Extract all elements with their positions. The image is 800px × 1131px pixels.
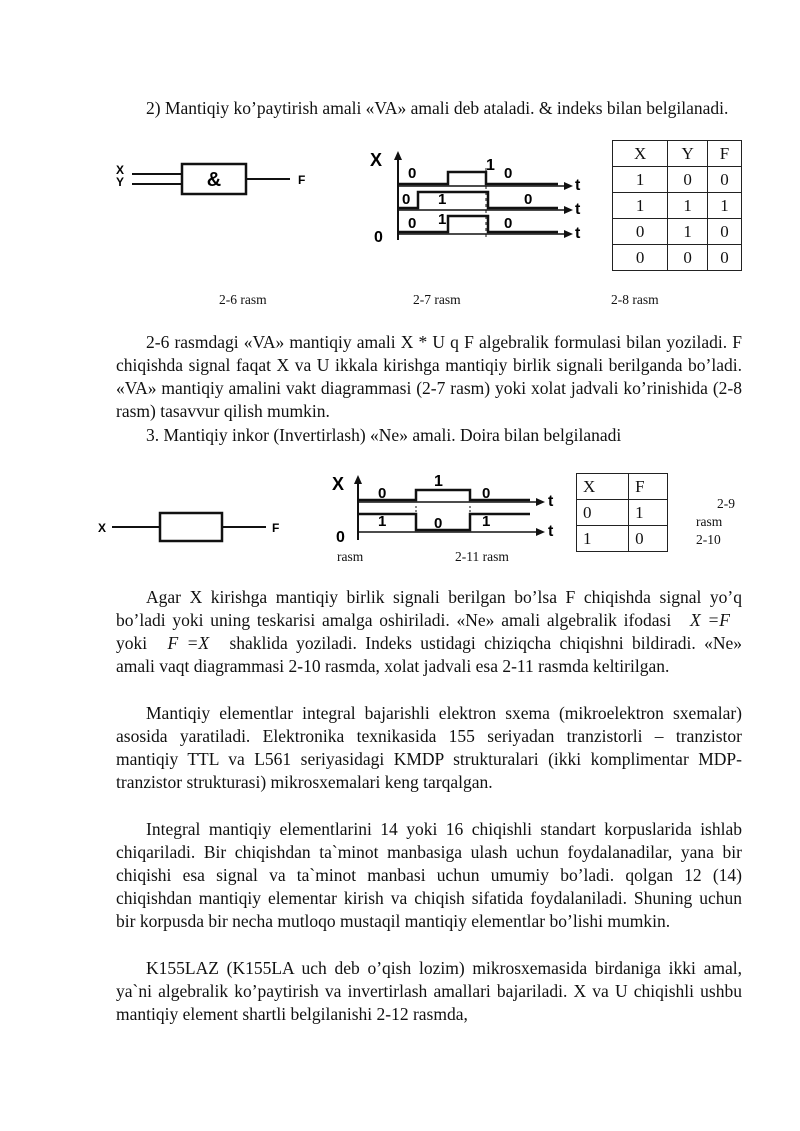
- table-header-x: X: [613, 141, 668, 167]
- fig29-output-label: F: [272, 521, 280, 535]
- figure-2-10-timing-diagram: [330, 470, 562, 546]
- fig27-row1-level-c: 0: [504, 165, 513, 182]
- table-cell: 1: [613, 193, 668, 219]
- fig26-input-y-label: Y: [116, 175, 125, 189]
- table-cell: 1: [629, 500, 668, 526]
- fig210-row2-level-b: 0: [434, 515, 443, 532]
- caption-2-8: 2-8 rasm: [611, 292, 659, 307]
- fig27-axis-label: X: [370, 150, 383, 170]
- figure-2-6-and-gate: [112, 158, 322, 208]
- table-cell: 0: [613, 219, 668, 245]
- table-cell: 0: [708, 167, 742, 193]
- figure-2-9-not-gate: [96, 510, 306, 544]
- paragraph-and-description: 2-6 rasmdagi «VA» mantiqiy amali X * U q F algebralik formulasi bilan yoziladi. F chiqishda signal faqat X va U ikkala kirishga mantiqiy birlik signali berilganda bo’ladi. «VA» mantiqiy amalini vakt diagrammasi (2-7 rasm) yoki xolat jadvali ko’rinishida (2-8 rasm) tasavvur qilish mumkin.: [116, 332, 742, 421]
- fig26-output-label: F: [298, 173, 306, 187]
- caption-2-7: 2-7 rasm: [413, 292, 461, 307]
- fig210-row2-t: t: [548, 523, 554, 540]
- table-header-f: F: [629, 474, 668, 500]
- fig210-axis-label: X: [332, 474, 345, 494]
- paragraph-standard-packages: Integral mantiqiy elementlarini 14 yoki 16 chiqishli standart korpuslarida ishlab chiqariladi. Bir chiqishdan ta`minot manbasiga ulash uchun foydalanadilar, yana bir chiqishi esa signal va ta`minot manbasi uchun umumiy bo’ladi. qolgan 12 (14) chiqishdan mantiqiy elementar kirish va chiqish sifatida foydalaniladi. Shuning uchun bir korpusda bir necha mutloqo mustaqil mantiqiy elementlar bo’lishi mumkin.: [116, 819, 742, 931]
- fig27-origin-label: 0: [374, 229, 383, 246]
- table-row: [613, 219, 742, 245]
- fig27-row2-arrow: [564, 206, 573, 214]
- fig27-row2-level-b: 1: [438, 191, 447, 208]
- table-cell: 0: [629, 526, 668, 552]
- table-row: [613, 245, 742, 271]
- paragraph-integral-circuits: Mantiqiy elementlar integral bajarishli elektron sxema (mikroelektron sxemalar) asosida yaratiladi. Elektronika texnikasida 155 seriyadan tranzistorli – tranzistor mantiqiy TTL va L561 seriyasidagi KMDP strukturalari (ikki komplimentar MDP-tranzistor strukturasi) mikrosxemalari keng tarqalgan.: [116, 703, 742, 792]
- table-cell: 1: [613, 167, 668, 193]
- fig27-row1-arrow: [564, 182, 573, 190]
- fig27-row3-level-a: 0: [408, 215, 417, 232]
- table-header-y: Y: [668, 141, 708, 167]
- fig27-row1-level-b: 1: [486, 157, 495, 174]
- truth-table-header: [577, 474, 668, 500]
- fig29-input-label: X: [98, 521, 107, 535]
- fig27-row2-level-a: 0: [402, 191, 411, 208]
- fig27-vertical-arrow: [394, 151, 402, 160]
- fig26-gate-symbol: &: [206, 169, 222, 191]
- fig210-row1-arrow: [536, 498, 545, 506]
- truth-table-header: [613, 141, 742, 167]
- paragraph-not-text-a: Agar X kirishga mantiqiy birlik signali berilgan bo’lsa F chiqishda signal yo’q bo’ladi yoki uning teskarisi amalga oshiriladi. «Ne» amali algebralik ifodasi: [116, 587, 742, 630]
- fig210-row2-level-a: 1: [378, 513, 387, 530]
- table-cell: 0: [668, 167, 708, 193]
- table-header-x: X: [577, 474, 629, 500]
- fig27-row3-t: t: [575, 225, 581, 242]
- fig210-vertical-arrow: [354, 475, 362, 484]
- caption-2-11: 2-11 rasm: [455, 549, 509, 564]
- fig27-row3-level-c: 0: [504, 215, 513, 232]
- table-cell: 0: [708, 245, 742, 271]
- fig27-row3-level-b: 1: [438, 211, 447, 228]
- side-caption-2-10: 2-10: [696, 532, 721, 547]
- fig210-row1-level-c: 0: [482, 485, 491, 502]
- paragraph-k155laz: K155LAZ (K155LA uch deb o’qish lozim) mikrosxemasida birdaniga ikki amal, ya`ni algebralik ko’paytirish va invertirlash amallari bajariladi. X va U chiqishli ushbu mantiqiy element shartli belgilanishi 2-12 rasmda,: [116, 958, 742, 1024]
- table-row: [577, 500, 668, 526]
- fig210-row1-level-a: 0: [378, 485, 387, 502]
- table-cell: 0: [708, 219, 742, 245]
- table-cell: 1: [577, 526, 629, 552]
- table-cell: 0: [668, 245, 708, 271]
- table-cell: 1: [668, 193, 708, 219]
- fig210-row1-level-b: 1: [434, 473, 443, 490]
- table-row: [577, 526, 668, 552]
- fig27-row1-t: t: [575, 177, 581, 194]
- caption-rasm: rasm: [337, 549, 364, 564]
- paragraph-not-explanation: [116, 586, 742, 678]
- paragraph-not-text-b: yoki: [116, 633, 148, 653]
- table-cell: 0: [613, 245, 668, 271]
- table-cell: 0: [577, 500, 629, 526]
- table-cell: 1: [668, 219, 708, 245]
- fig27-row2-signal: [398, 192, 558, 208]
- table-row: [613, 193, 742, 219]
- fig27-row2-t: t: [575, 201, 581, 218]
- paragraph-not-text-c: shaklida yoziladi. Indeks ustidagi chiziqcha chiqishni bildiradi. «Ne» amali vaqt diagrammasi 2-10 rasmda, xolat jadvali esa 2-11 rasmda keltirilgan.: [116, 633, 742, 676]
- truth-table-2-8: [612, 140, 742, 271]
- caption-2-6: 2-6 rasm: [219, 292, 267, 307]
- fig29-gate-box: [160, 513, 222, 541]
- fig210-row2-arrow: [536, 528, 545, 536]
- side-caption-2-9: 2-9: [717, 496, 735, 511]
- paragraph-and-intro: 2) Mantiqiy ko’paytirish amali «VA» amali deb ataladi. & indeks bilan belgilanadi.: [146, 98, 729, 118]
- table-cell: 1: [708, 193, 742, 219]
- fig27-row1-signal: [398, 172, 558, 184]
- fig210-row1-t: t: [548, 493, 554, 510]
- fig27-row1-level-a: 0: [408, 165, 417, 182]
- fig210-row2-level-c: 1: [482, 513, 491, 530]
- side-caption-rasm: rasm: [696, 514, 723, 529]
- formula-not-2: F =X: [167, 633, 210, 653]
- table-row: [613, 167, 742, 193]
- table-header-f: F: [708, 141, 742, 167]
- fig26-input-x-label: X: [116, 163, 125, 177]
- figure-2-7-timing-diagram: [368, 148, 590, 248]
- truth-table-2-11: [576, 473, 668, 552]
- paragraph-not-intro: 3. Mantiqiy inkor (Invertirlash) «Ne» amali. Doira bilan belgilanadi: [146, 425, 622, 445]
- fig27-row3-arrow: [564, 230, 573, 238]
- fig210-origin-label: 0: [336, 529, 345, 546]
- fig27-row2-level-c: 0: [524, 191, 533, 208]
- formula-not-1: X =F: [690, 610, 730, 630]
- fig27-row3-signal: [398, 216, 558, 232]
